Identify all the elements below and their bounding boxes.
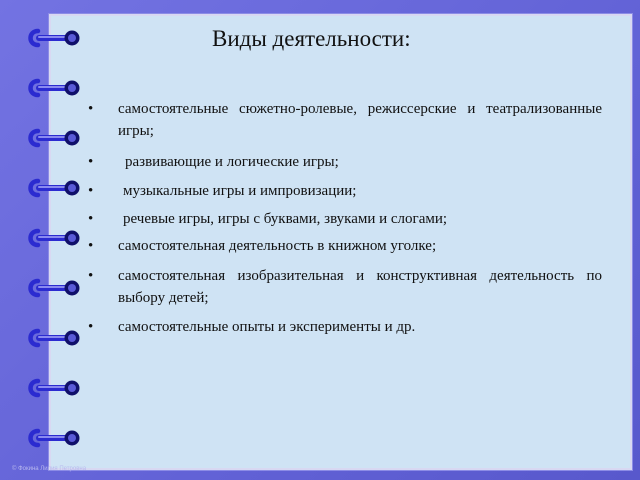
copyright-footer: © Фокина Лилия Петровна	[12, 466, 87, 472]
list-item	[88, 151, 602, 173]
list-item-text: музыкальные игры и импровизации;	[123, 183, 357, 199]
bullet-icon: •	[88, 211, 94, 227]
list-item	[88, 316, 602, 338]
list-item-text: речевые игры, игры с буквами, звуками и слогами;	[123, 211, 448, 227]
bullet-icon: •	[88, 268, 94, 284]
spiral-ring-icon	[24, 27, 84, 49]
list-item-text: самостоятельные опыты и эксперименты и др.	[118, 319, 416, 335]
slide-title: Виды деятельности:	[212, 26, 411, 51]
spiral-ring-icon	[24, 277, 84, 299]
list-item	[88, 235, 602, 257]
bullet-icon: •	[88, 238, 94, 254]
spiral-ring-icon	[24, 77, 84, 99]
list-item	[88, 208, 602, 230]
spiral-ring-icon	[24, 227, 84, 249]
spiral-ring-icon	[24, 377, 84, 399]
spiral-ring-icon	[24, 327, 84, 349]
list-item	[88, 98, 602, 142]
list-item	[88, 180, 602, 202]
bullet-icon: •	[88, 183, 94, 199]
bullet-icon: •	[88, 319, 94, 335]
list-item-text: развивающие и логические игры;	[125, 154, 339, 170]
list-item	[88, 265, 602, 309]
bullet-icon: •	[88, 154, 94, 170]
list-item-text: самостоятельная деятельность в книжном уголке;	[118, 238, 437, 254]
list-item-text: самостоятельные сюжетно-ролевые, режиссерские и театрализованные игры;	[118, 101, 602, 139]
spiral-ring-icon	[24, 127, 84, 149]
spiral-ring-icon	[24, 427, 84, 449]
bullet-icon: •	[88, 101, 94, 117]
list-item-text: самостоятельная изобразительная и конструктивная деятельность по выбору детей;	[118, 268, 602, 306]
spiral-ring-icon	[24, 177, 84, 199]
